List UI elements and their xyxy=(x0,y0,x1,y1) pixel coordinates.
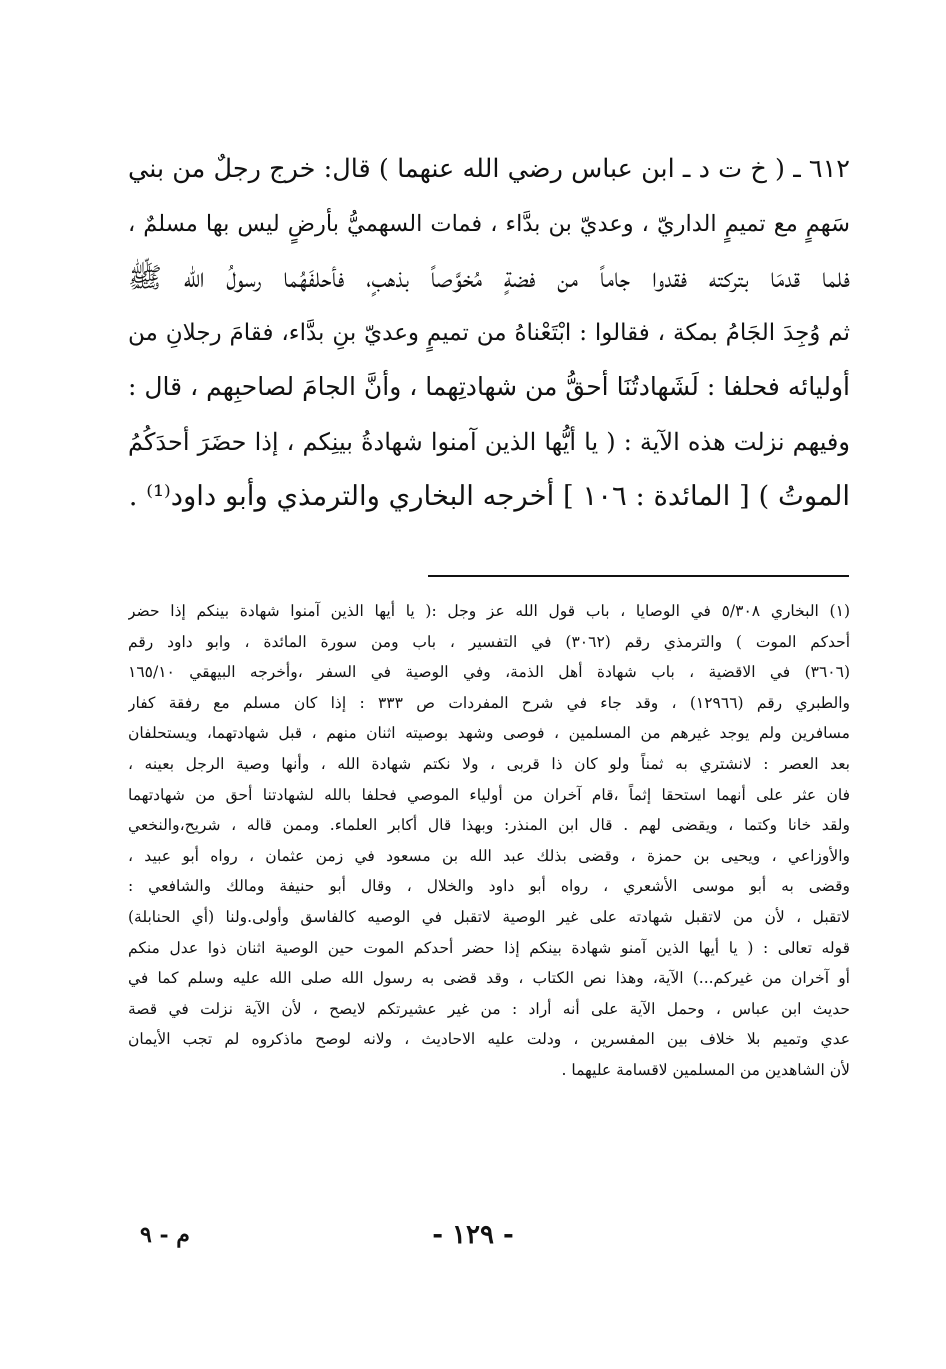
footnote-line: حديث ابن عباس ، وحمل الآية على أنه أراد : من غير عشيرتكم لايصح ، لأن الآية نزلت في قصة xyxy=(128,999,850,1018)
footnote-line: وقضى به أبو موسى الأشعري ، رواه أبو داود والخلال ، وقال أبو حنيفة ومالك والشافعي : xyxy=(128,877,850,896)
footnote-line: (٣٦٠٦) في الاقضية ، باب شهادة أهل الذمة، وفي الوصية في السفر ،وأخرجه البيهقي ١٦٥/١٠ xyxy=(128,663,850,682)
footnote-separator xyxy=(428,575,849,577)
footnote-line: فان عثر على أنهما استحقا إثماً ،قام آخران من أولياء الموصي فحلفا بالله لشهادتنا أحق من شهادتهما xyxy=(128,785,850,804)
hadith-text xyxy=(128,142,850,524)
footnote-line: (١) البخاري ٥/٣٠٨ في الوصايا ، باب قول الله عز وجل :( يا أيها الذين آمنوا شهادة بينكم إذا حضر xyxy=(128,602,850,620)
hadith-line: وفيهم نزلت هذه الآية : ( يا أيُّها الذين آمنوا شهادةُ بينِكم ، إذا حضَرَ أحدَكُمُ xyxy=(128,427,850,456)
hadith-line: أوليائه فحلفا : لَشَهادتُنَا أحقُّ من شهادتِهما ، وأنَّ الجامَ لصاحبِهم ، قال : xyxy=(128,372,850,401)
footnote-line: عدي وتميم بلا خلاف بين المفسرين ، ودلت عليه الاحاديث ، ولانه لوصح ماذكروه لم تجب الأيمان xyxy=(128,1030,850,1049)
hadith-line: فلما قدمَا بتركته فقدوا جاماً من فضةٍ مُخوَّصاً بذهبٍ، فأحلفَهُما رسولُ الله ﷺ xyxy=(128,261,850,294)
footnote-line: والأوزاعي ، ويحيى بن حمزة ، وقضى بذلك عبد الله بن مسعود في زمن عثمان ، رواه أبو عبيد ، xyxy=(128,846,850,865)
signature-mark: م - ٩ xyxy=(140,1222,190,1248)
footnote-line: مسافرين ولم يوجد غيرهم من المسلمين ، فوصى وشهد بوصيته اثنان منهم ، قبل شهادتهما، ويستحلفان xyxy=(128,724,850,743)
footnote-line: قوله تعالى : ( يا أيها الذين آمنو شهادة بينكم إذا حضر أحدكم الموت حين الوصية اثنان ذوا عدل منكم xyxy=(128,938,850,957)
page-number: - ١٢٩ - xyxy=(432,1220,514,1250)
footnote-line: أحدكم الموت ) والترمذي رقم (٣٠٦٢) في التفسير ، باب ومن سورة المائدة ، وابو داود رقم xyxy=(128,632,850,651)
hadith-line: سَهمٍ مع تميمٍ الداريّ ، وعديّ بن بدَّاء ، فمات السهميُّ بأرضٍ ليس بها مسلمٌ ، xyxy=(128,210,850,237)
footnote-line: ولقد خانا وكتما ، ويقضى لهم . قال ابن المنذر: وبهذا قال أكابر العلماء. وممن قاله ، شريح،والنخعي xyxy=(128,816,850,835)
footnote-line: لاتقبل ، لأن من لاتقبل شهادته على غير الوصية لاتقبل في الوصيه كالفاسق وأولى.ولنا (أي الحنابلة) xyxy=(128,907,850,926)
hadith-line: ٦١٢ ـ ( خ ت د ـ ابن عباس رضي الله عنهما ) قال: خرج رجلٌ من بني xyxy=(128,154,850,184)
footnote-line: لأن الشاهدين من المسلمين لاقسامة عليهما . xyxy=(561,1060,850,1079)
footnote-line: بعد العصر : لانشتري به ثمناً ولو كان ذا قربى ، ولا نكتم شهادة الله ، وأنها وصية الرجل بعينه ، xyxy=(128,754,850,773)
footnote-line: أو آخران من غيركم...) الآية، وهذا نص الكتاب ، وقد قضى به رسول الله صلى الله عليه وسلم كما في xyxy=(128,969,850,988)
footnote-line: والطبري رقم (١٢٩٦٦) ، وقد جاء في شرح المفردات ص ٣٣٣ : إذا كان مسلم مع رفقة كفار xyxy=(128,693,850,712)
hadith-line: الموتُ ) [ المائدة : ١٠٦ ] أخرجه البخاري والترمذي وأبو داود⁽¹⁾ . xyxy=(128,480,850,512)
hadith-line: ثم وُجِدَ الجَامُ بمكة ، فقالوا : ابْتَعْناهُ من تميمٍ وعديّ بنِ بدَّاء، فقامَ رجلانِ من xyxy=(128,319,850,346)
footnote-text xyxy=(128,596,850,1086)
